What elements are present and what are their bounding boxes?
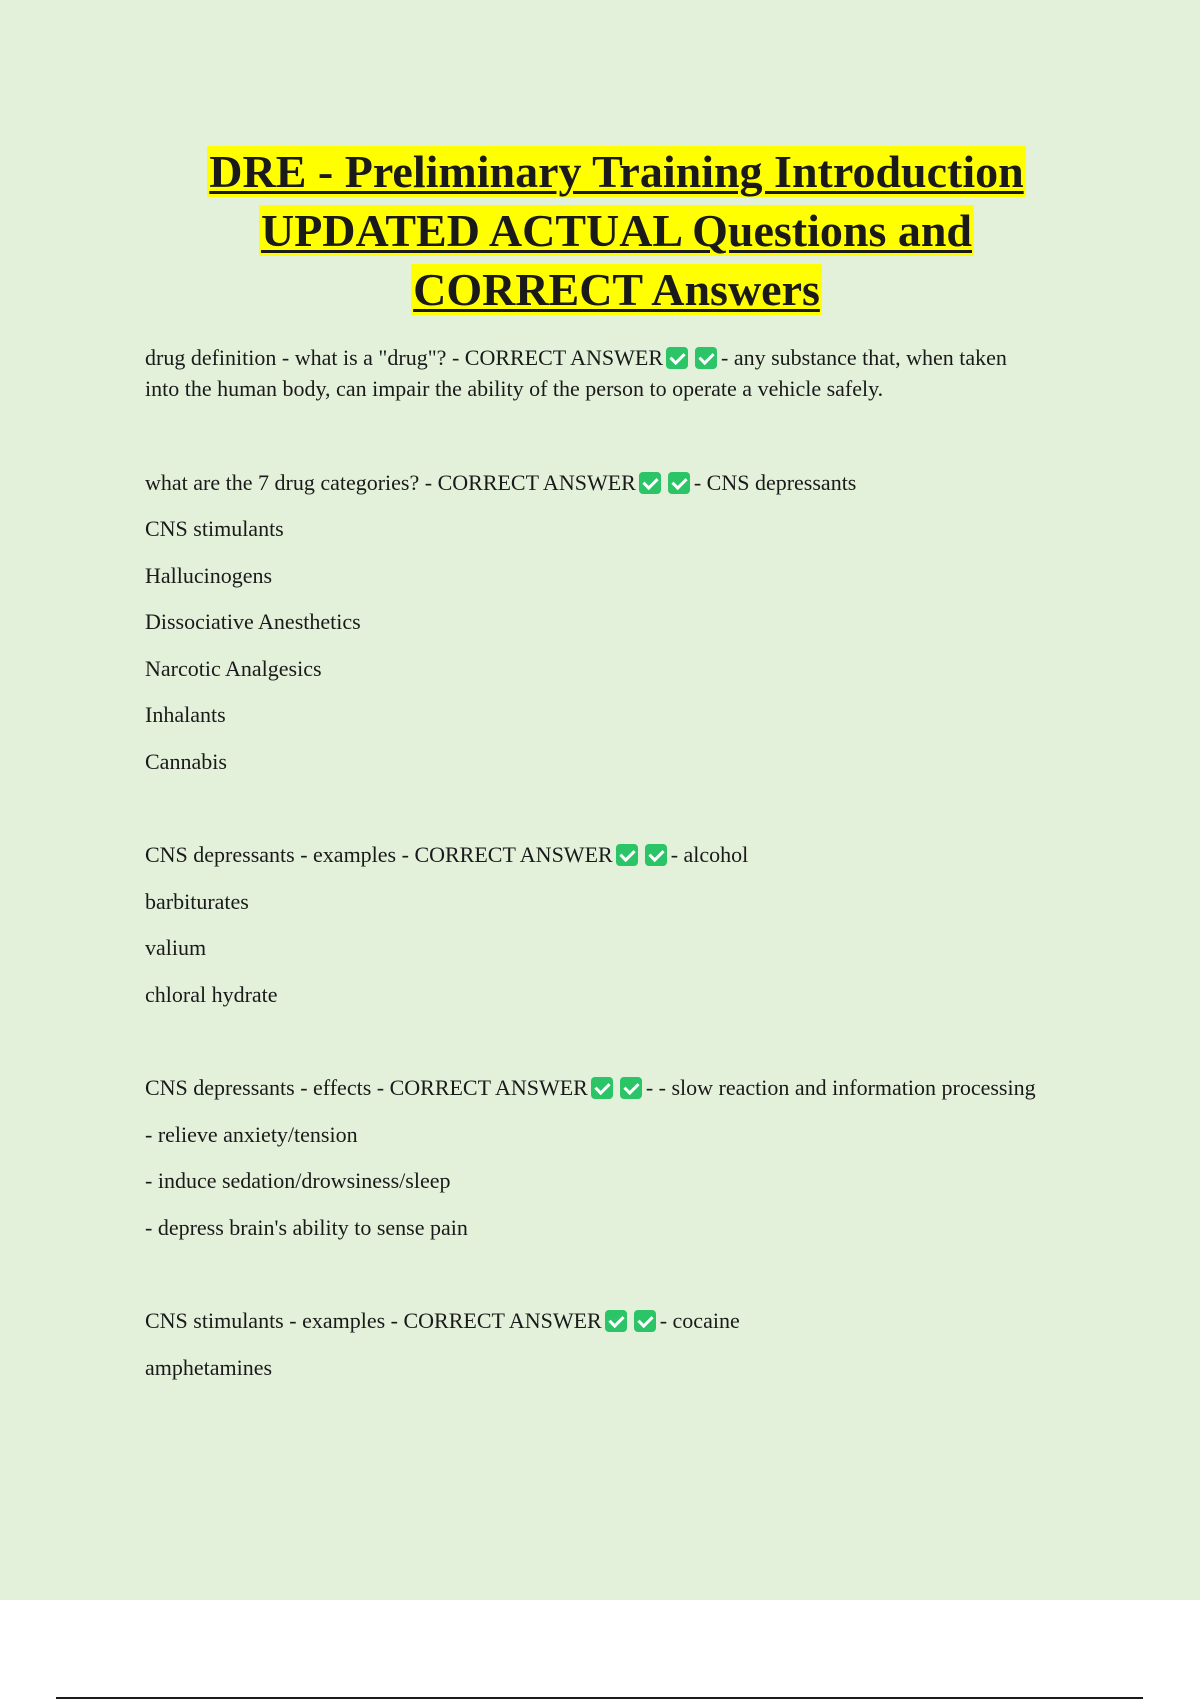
answer-text: - - slow reaction and information processing [645,1075,1036,1100]
answer-text: - CNS depressants [693,469,857,495]
answer-line: Hallucinogens [145,562,273,588]
section-gap [145,1258,1045,1305]
question-text: CNS stimulants - examples - CORRECT ANSWER [145,1308,602,1333]
qa-item [145,467,1045,777]
question-text: CNS depressants - examples - CORRECT ANSWER [145,842,613,867]
answer-line: CNS stimulants [145,516,284,541]
section-gap [145,420,1045,467]
answer-line: - depress brain's ability to sense pain [145,1214,468,1240]
answer-line: amphetamines [145,1354,273,1380]
check-mark-icon [616,844,638,866]
section-gap [145,792,1045,839]
answer-text: - alcohol [670,842,749,867]
answer-line: Inhalants [145,702,226,727]
qa-first-line [145,1305,1045,1336]
check-mark-icon [668,472,690,494]
answer-line: - induce sedation/drowsiness/sleep [145,1168,451,1193]
answer-text: - cocaine [659,1308,740,1333]
section-gap [145,1025,1045,1072]
answer-line: chloral hydrate [145,981,278,1007]
document-title [100,142,1133,319]
qa-list [145,342,1045,1398]
answer-line: Dissociative Anesthetics [145,609,361,634]
qa-first-line [145,467,1045,498]
check-mark-icon [639,472,661,494]
qa-item [145,839,1045,1010]
answer-line: - relieve anxiety/tension [145,1121,358,1147]
qa-item [145,342,1045,404]
qa-first-line [145,342,1045,404]
check-mark-icon [591,1077,613,1099]
answer-line: barbiturates [145,888,249,914]
answer-line: Narcotic Analgesics [145,655,322,681]
qa-first-line [145,839,1045,870]
question-text: what are the 7 drug categories? - CORRECT ANSWER [145,469,636,495]
question-text: drug definition - what is a "drug"? - CORRECT ANSWER [145,345,664,370]
title-line-3: CORRECT Answers [413,264,820,315]
qa-item [145,1305,1045,1383]
title-line-2: UPDATED ACTUAL Questions and [260,205,973,256]
check-mark-icon [620,1077,642,1099]
check-mark-icon [695,347,717,369]
answer-line: valium [145,935,207,960]
answer-text: - any substance that, when taken into the human body, can impair the ability of the person to operate a vehicle safely. [145,345,1007,401]
question-text: CNS depressants - effects - CORRECT ANSWER [145,1075,588,1100]
check-mark-icon [634,1310,656,1332]
check-mark-icon [605,1310,627,1332]
qa-item [145,1072,1045,1243]
check-mark-icon [666,347,688,369]
title-line-1: DRE - Preliminary Training Introduction [209,146,1024,197]
qa-first-line [145,1072,1045,1103]
check-mark-icon [645,844,667,866]
footer-rule [56,1697,1143,1699]
answer-line: Cannabis [145,748,227,774]
